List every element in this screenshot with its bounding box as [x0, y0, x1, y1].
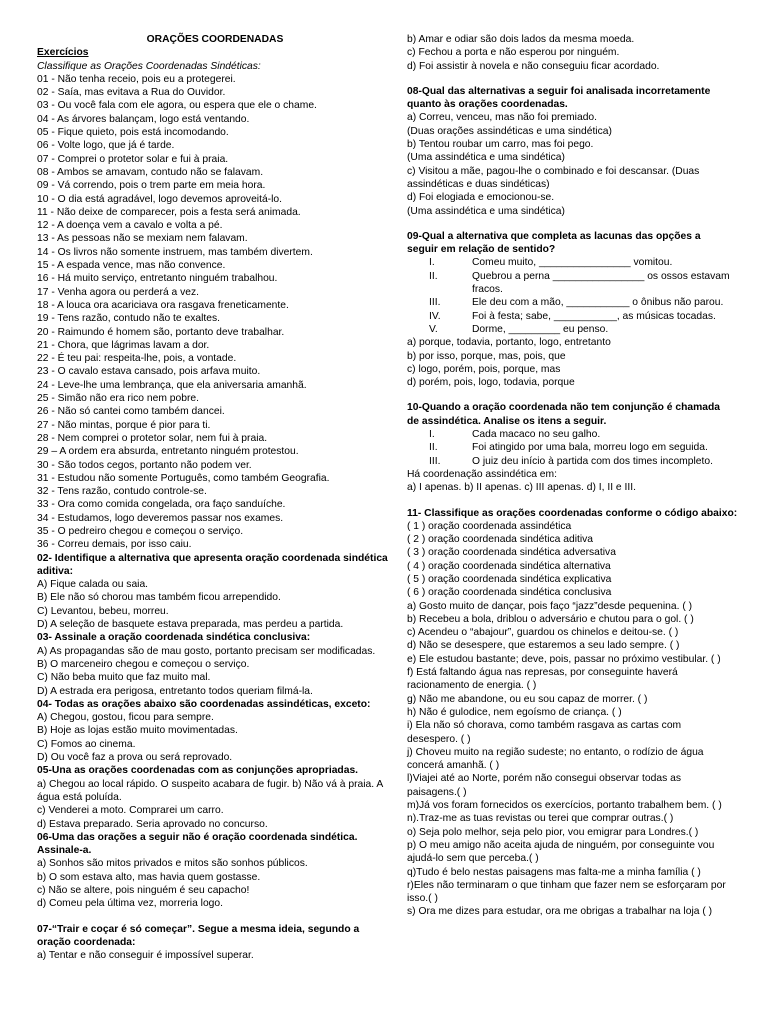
list-item: ( 4 ) oração coordenada sindética alternativa: [407, 560, 611, 572]
list-item: e) Ele estudou bastante; deve, pois, passar no próximo vestibular. ( ): [407, 653, 721, 665]
list-item: d) Não se desespere, que estaremos a seu lado sempre. ( ): [407, 640, 680, 652]
list-item: 03 - Ou você fala com ele agora, ou espera que ele o chame.: [37, 100, 317, 112]
list-item: 20 - Raimundo é homem são, portanto deve trabalhar.: [37, 326, 285, 338]
question-09-options: [407, 336, 733, 389]
list-item: i) Ela não só chorava, como também rasgava as cartas com desespero. ( ): [407, 720, 682, 745]
list-item: s) Ora me dizes para estudar, ora me obrigas a trabalhar na loja ( ): [407, 906, 713, 918]
list-item: 21 - Chora, que lágrimas lavam a dor.: [37, 339, 210, 351]
question-06-stem: 06-Uma das orações a seguir não é oração coordenada sindética. Assinale-a.: [37, 831, 358, 857]
roman-item: I. Cada macaco no seu galho.: [429, 429, 601, 441]
list-item: 09 - Vá correndo, pois o trem parte em meia hora.: [37, 180, 266, 192]
option: b) O som estava alto, mas havia quem gostasse.: [37, 871, 261, 883]
option: c) Venderei a moto. Comprarei um carro.: [37, 805, 224, 817]
question-05-stem: 05-Una as orações coordenadas com as conjunções apropriadas.: [37, 765, 359, 777]
list-item: g) Não me abandone, ou eu sou capaz de morrer. ( ): [407, 693, 648, 705]
list-item: o) Seja polo melhor, seja pelo pior, vou emigrar para Londres.( ): [407, 826, 699, 838]
question-05-options: [37, 778, 393, 831]
option: a) Sonhos são mitos privados e mitos são sonhos públicos.: [37, 858, 308, 870]
question-10-after: Há coordenação assindética em:: [407, 468, 557, 480]
list-item: ( 5 ) oração coordenada sindética explicativa: [407, 573, 612, 585]
list-item: f) Está faltando água nas represas, por conseguinte haverá racionamento de energia. ( ): [407, 667, 678, 692]
list-item: 19 - Tens razão, contudo não te exaltes.: [37, 313, 220, 325]
list-item: 34 - Estudamos, logo deveremos passar nos exames.: [37, 512, 284, 524]
question-02-options: [37, 578, 393, 631]
list-item: 08 - Ambos se amavam, contudo não se falavam.: [37, 166, 264, 178]
list-item: m)Já vos foram fornecidos os exercícios, portanto trabalhem bem. ( ): [407, 800, 722, 812]
answer-line: (Uma assindética e uma sindética): [407, 205, 565, 217]
option: b) por isso, porque, mas, pois, que: [407, 350, 566, 362]
list-item: 32 - Tens razão, contudo controle-se.: [37, 486, 207, 498]
list-item: l)Viajei até ao Norte, porém não consegui observar todas as paisagens.( ): [407, 773, 681, 798]
list-item: p) O meu amigo não aceita ajuda de ninguém, por conseguinte vou ajudá-lo sem que perceba.( ): [407, 839, 715, 865]
list-item: 02 - Saía, mas evitava a Rua do Ouvidor.: [37, 87, 226, 99]
list-item: 10 - O dia está agradável, logo devemos aproveitá-lo.: [37, 193, 282, 205]
list-item: 18 - A louca ora acariciava ora rasgava freneticamente.: [37, 299, 289, 311]
option: d) Comeu pela última vez, morreria logo.: [37, 898, 223, 910]
question-03-stem: 03- Assinale a oração coordenada sindética conclusiva:: [37, 632, 311, 644]
option: C) Fomos ao cinema.: [37, 738, 136, 750]
list-item: b) Recebeu a bola, driblou o adversário e chutou para o gol. ( ): [407, 613, 694, 625]
list-item: 31 - Estudou não somente Português, como também Geografia.: [37, 472, 330, 484]
roman-item: I. Comeu muito, ________________ vomitou.: [429, 257, 673, 269]
list-item: 28 - Nem comprei o protetor solar, nem fui à praia.: [37, 432, 268, 444]
option: d) Estava preparado. Seria aprovado no concurso.: [37, 818, 268, 830]
option: c) Fechou a porta e não esperou por ninguém.: [407, 47, 620, 59]
option: A) Fique calada ou saia.: [37, 579, 149, 591]
list-item: 33 - Ora como comida congelada, ora faço sanduíche.: [37, 499, 286, 511]
option: b) Amar e odiar são dois lados da mesma moeda.: [407, 34, 635, 45]
list-item: ( 3 ) oração coordenada sindética adversativa: [407, 547, 616, 559]
question-08-lines: [407, 111, 733, 217]
option: A) Chegou, gostou, ficou para sempre.: [37, 712, 214, 724]
list-item: n).Traz-me as tuas revistas ou terei que comprar outras.( ): [407, 813, 674, 825]
question-02-stem: 02- Identifique a alternativa que apresenta oração coordenada sindética aditiva:: [37, 552, 388, 577]
question-03-options: [37, 645, 393, 698]
roman-item: III. O juiz deu início à partida com dos times incompleto.: [429, 455, 713, 467]
list-item: 27 - Não mintas, porque é pior para ti.: [37, 419, 211, 431]
option: C) Levantou, bebeu, morreu.: [37, 605, 169, 617]
right-column: [407, 33, 738, 919]
list-item: 30 - São todos cegos, portanto não podem ver.: [37, 459, 252, 471]
question-08-stem: 08-Qual das alternativas a seguir foi analisada incorretamente quanto às orações coordenadas.: [407, 85, 711, 111]
list-item: 24 - Leve-lhe uma lembrança, que ela aniversaria amanhã.: [37, 379, 307, 391]
roman-item: II. Foi atingido por uma bala, morreu logo em seguida.: [429, 442, 708, 454]
option: D) A estrada era perigosa, entretanto todos queriam filmá-la.: [37, 685, 313, 697]
question-11-items: [407, 600, 733, 919]
question-04-stem: 04- Todas as orações abaixo são coordenadas assindéticas, exceto:: [37, 698, 371, 710]
list-item: a) Gosto muito de dançar, pois faço “jazz”desde pequenina. ( ): [407, 600, 693, 612]
question-10-options: a) I apenas. b) II apenas. c) III apenas. d) I, II e III.: [407, 482, 636, 494]
option: c) logo, porém, pois, porque, mas: [407, 363, 561, 375]
answer-line: (Uma assindética e uma sindética): [407, 152, 565, 164]
list-item: 29 – A ordem era absurda, entretanto ninguém protestou.: [37, 446, 299, 458]
list-item: 04 - As árvores balançam, logo está ventando.: [37, 113, 250, 125]
option: d) porém, pois, logo, todavia, porque: [407, 377, 575, 389]
option: C) Não beba muito que faz muito mal.: [37, 672, 211, 684]
list-item: 16 - Há muito serviço, entretanto ninguém trabalhou.: [37, 273, 278, 285]
list-item: 23 - O cavalo estava cansado, pois arfava muito.: [37, 366, 261, 378]
exercises-heading: Exercícios: [37, 47, 89, 59]
answer-line: a) Correu, venceu, mas não foi premiado.: [407, 112, 598, 124]
option: d) Foi assistir à novela e não conseguiu ficar acordado.: [407, 60, 660, 72]
question-06-options: [37, 857, 393, 910]
list-item: q)Tudo é belo nestas paisagens mas falta-me a minha família ( ): [407, 866, 701, 878]
exercise-list: [37, 73, 393, 552]
list-item: 07 - Comprei o protetor solar e fui à praia.: [37, 153, 229, 165]
answer-line: (Duas orações assindéticas e uma sindética): [407, 125, 612, 137]
list-item: 01 - Não tenha receio, pois eu a protegerei.: [37, 73, 236, 85]
roman-item: II. Quebrou a perna ________________ os ossos estavam: [429, 270, 730, 282]
question-10-stem: 10-Quando a oração coordenada não tem conjunção é chamada de assindética. Analise os itens a seguir.: [407, 402, 720, 427]
list-item: 05 - Fique quieto, pois está incomodando.: [37, 127, 229, 139]
question-04-options: [37, 711, 393, 764]
answer-line: c) Visitou a mãe, pagou-lhe o combinado e foi descansar. (Duas assindéticas e duas sindéticas): [407, 165, 700, 190]
question-09-stem: 09-Qual a alternativa que completa as lacunas das opções a seguir em relação de sentido?: [407, 230, 701, 256]
list-item: 36 - Correu demais, por isso caiu.: [37, 539, 192, 551]
list-item: ( 2 ) oração coordenada sindética aditiva: [407, 534, 594, 546]
list-item: 25 - Simão não era rico nem pobre.: [37, 393, 199, 405]
question-07-stem: 07-“Trair e coçar é só começar”. Segue a mesma ideia, segundo a oração coordenada:: [37, 923, 360, 948]
option: D) A seleção de basquete estava preparada, mas perdeu a partida.: [37, 619, 344, 631]
roman-item: III. Ele deu com a mão, ___________ o ônibus não parou.: [429, 297, 724, 309]
option: a) Chegou ao local rápido. O suspeito acabara de fugir. b) Não vá à praia. A água está poluída.: [37, 778, 383, 803]
roman-item: IV. Foi à festa; sabe, ___________, as músicas tocadas.: [429, 310, 716, 322]
list-item: 26 - Não só cantei como também dancei.: [37, 406, 225, 418]
option: A) As propagandas são de mau gosto, portanto precisam ser modificadas.: [37, 645, 376, 657]
list-item: r)Eles não terminaram o que tinham que fazer nem se esforçaram por isso.( ): [407, 879, 726, 905]
list-item: h) Não é gulodice, nem egoísmo de criança. ( ): [407, 706, 622, 718]
list-item: 17 - Venha agora ou perderá a vez.: [37, 286, 200, 298]
list-item: 06 - Volte logo, que já é tarde.: [37, 140, 175, 152]
list-item: 14 - Os livros não somente instruem, mas também divertem.: [37, 246, 313, 258]
instruction: Classifique as Orações Coordenadas Sindéticas:: [37, 60, 261, 72]
roman-item: fracos.: [472, 284, 503, 296]
answer-line: d) Foi elogiada e emocionou-se.: [407, 192, 555, 204]
list-item: ( 6 ) oração coordenada sindética conclusiva: [407, 587, 612, 599]
question-11-codes: [407, 520, 733, 600]
list-item: 11 - Não deixe de comparecer, pois a festa será animada.: [37, 206, 301, 218]
list-item: 35 - O pedreiro chegou e começou o serviço.: [37, 525, 244, 537]
list-item: 15 - A espada vence, mas não convence.: [37, 260, 226, 272]
document-title: ORAÇÕES COORDENADAS: [146, 34, 284, 45]
roman-item: V. Dorme, _________ eu penso.: [429, 323, 609, 335]
list-item: 13 - As pessoas não se mexiam nem falavam.: [37, 233, 248, 245]
option: B) Hoje as lojas estão muito movimentadas.: [37, 725, 238, 737]
option: B) Ele não só chorou mas também ficou arrependido.: [37, 592, 281, 604]
list-item: c) Acendeu o “abajour”, guardou os chinelos e deitou-se. ( ): [407, 627, 679, 639]
list-item: 12 - A doença vem a cavalo e volta a pé.: [37, 220, 223, 232]
option: a) porque, todavia, portanto, logo, entretanto: [407, 337, 611, 349]
option: a) Tentar e não conseguir é impossível superar.: [37, 950, 254, 962]
answer-line: b) Tentou roubar um carro, mas foi pego.: [407, 139, 594, 151]
option: B) O marceneiro chegou e começou o serviço.: [37, 658, 250, 670]
question-11-stem: 11- Classifique as orações coordenadas conforme o código abaixo:: [407, 507, 738, 519]
question-09-roman-list: [407, 256, 733, 336]
question-10-roman-list: [407, 428, 733, 468]
list-item: 22 - É teu pai: respeita-lhe, pois, a vontade.: [37, 353, 237, 365]
list-item: ( 1 ) oração coordenada assindética: [407, 520, 572, 532]
left-column: [37, 33, 393, 962]
option: D) Ou você faz a prova ou será reprovado.: [37, 752, 233, 764]
list-item: j) Choveu muito na região sudeste; no entanto, o rodízio de água concerá amanhã. ( ): [407, 746, 704, 772]
option: c) Não se altere, pois ninguém é seu capacho!: [37, 885, 250, 896]
